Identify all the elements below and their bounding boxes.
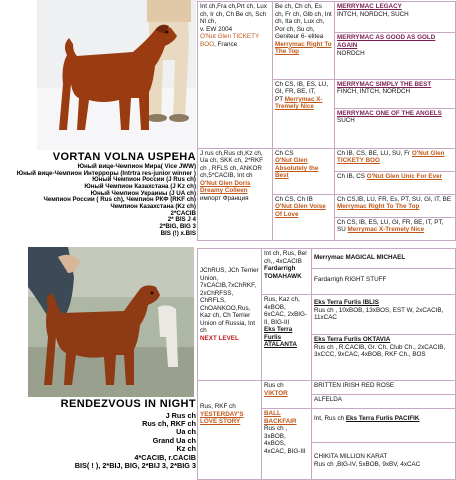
dog2-ds-name[interactable]: VIKTOR [264,389,288,397]
dog1-gp-pre: Ch CS, IB, ES, LU, GI, FR, BE, IT, PT, SU [337,218,444,234]
dog2-gp-cell [312,249,456,269]
dog1-gp-cell [335,194,456,217]
dog2-gp-cell [312,443,456,480]
dog1-title-line: Юный вице-Чемпион Мира( Vice JWW) [77,162,196,170]
dog1-dam-titles: J rus ch,Rus ch,Kz ch, Ua ch, SKK ch, 2*RKF ch , RFLS ch, ANKOR ch,5*CACIB, Int ch [200,149,263,180]
dog1-gp-name[interactable]: MERRYMAC ONE OF THE ANGELS [337,109,442,117]
dog1-ds-titles: Ch CS [275,149,294,157]
dog2-sd-titles: Rus, Kaz ch, 4xBOB, 6xCAC, 2xBIG-II, BIG-III [264,296,308,326]
dog1-sd-titles: Ch CS, IB, ES, LU, GI, FR, BE, IT, [275,80,329,96]
dog2-dd-name[interactable]: BALL BACKFAIR [264,410,297,425]
dog2-gp-info: Rus ch , 10xBOB, 13xBOS, EST W, 2xCACIB, 11xCAC [314,306,444,322]
dog1-gp-info: NORDCH [337,49,365,57]
dog1-sire-titles: Int ch,Fra ch,Prt ch, Lux ch, Ir ch, Ch Be ch, Sch Nl ch, [200,3,267,26]
dog1-title-line: 2* BIS J 4 [167,216,196,224]
dog1-gp-name[interactable]: O'Nut Glen Unic For Ever [366,172,443,180]
dog1-dd-name[interactable]: O'Nut Glen Voise Of Love [275,203,326,218]
dog1-image [37,0,196,150]
dog1-gp-info: INTCH, NORDCH, SUCH [337,10,409,18]
dog2-ss-name[interactable]: Fardarrigh TOMAHAWK [264,265,302,280]
dog1-name: VORTAN VOLNA USPEHA [52,152,196,163]
dog2-title-line: Grand Ua ch [152,435,196,445]
dog1-sd-prefix: PT [275,95,283,103]
dog1-sd-name[interactable]: Merrymac X-Tremely Nice [275,95,323,111]
dog1-gp-name[interactable]: MERRYMAC SIMPLY THE BEST [337,80,432,88]
dog1-ds-name[interactable]: O'Nut Glen Absolutely the Best [275,157,319,180]
dog2-title-line: BIS( ! ), 2*BIJ, BIG, 2*BIJ 3, 2*BIG 3 [74,460,196,470]
dog1-gp-pre: Ch CS,IB, LU, FR, Es, PT, SU, GI, IT, BE [337,195,452,203]
dog1-title-line: 2*CACIB [170,209,196,217]
dog1-gp-pre: Ch IB, CS [337,172,365,180]
dog2-sire-titles: JChRUS, JCh Terrier Union, 7xCACIB,7xChRKF, 2xChRFSS, ChRFLS, ChOANKOO,Rus, Kaz ch, Ch Terrier Union of Russia, Int ch [200,267,259,335]
dog2-gp-name[interactable]: Eks Terra Furlis IBLIS [314,299,379,306]
dog1-gp-name[interactable]: MERRYMAC LEGACY [337,3,402,10]
dog1-gp-name[interactable]: Merrymac X-Tremely Nice [347,226,425,234]
dog1-gp-cell [335,33,456,79]
dog1-gp-pre: Ch IB, CS, BE, LU, SU, Fr [337,149,411,157]
dog2-dd-titles: Rus ch , 3xBOB, 4xBOS, 4xCAC, BIG-III [264,425,306,455]
dog1-gp-info: FINCH, INTCH, NORDCH [337,88,411,96]
dog1-sire-origin: , France [214,40,238,48]
dog2-gp-name[interactable]: ALFELDA [314,396,342,403]
dog2-photo [28,247,194,397]
dog2-title-line: Ua ch [176,427,196,437]
dog2-gp-name[interactable]: Fardarrigh RIGHT STUFF [314,276,387,283]
dog2-gp-cell [312,269,456,295]
dog1-dam-cell [198,148,273,240]
dog1-gp-cell [335,108,456,148]
dog1-title-block [0,152,196,248]
dog1-title-line: Юный Чемпион России (J Rus ch) [92,176,196,184]
dog2-dam-cell [198,381,262,480]
dog2-gp-cell [312,335,456,381]
dog1-ss-cell [273,2,335,80]
dog1-title-line: Чемпион России ( Rus ch), Чемпион РКФ (RKF ch) [43,196,196,204]
dog1-dd-cell [273,194,335,240]
dog1-ds-cell [273,148,335,194]
dog2-gp-name[interactable]: CHIKITA MILLION KARAT [314,453,388,460]
dog2-title-line: J Rus ch [165,410,196,420]
dog2-gp-name[interactable]: BRITTEN IRISH RED ROSE [314,382,395,389]
dog1-title-line: Юный Чемпион Казахстана (J Kz ch) [84,182,196,190]
dog1-pedigree-table [197,1,456,241]
dog2-name: RENDEZVOUS IN NIGHT [60,398,196,410]
dog1-dd-titles: Ch CS, Ch IB [275,195,313,203]
dog1-title-line: 2*BIG, BIG 3 [159,223,196,231]
dog1-title-line: Чемпион Казахстана (Kz ch) [110,203,196,210]
dog2-dam-titles: Rus, RKF ch [200,403,236,410]
dog2-gp-cell [312,395,456,409]
dog2-ds-titles: Rus ch [264,382,284,389]
dog2-sire-cell [198,249,262,381]
dog1-sire-line2: v. EW 2004 [200,25,233,33]
dog2-dd-cell [262,409,312,480]
dog1-gp-name[interactable]: MERRYMAC AS GOOD AS GOLD AGAIN [337,34,436,49]
dog1-sd-cell [273,79,335,148]
dog1-gp-cell [335,217,456,240]
dog2-ss-cell [262,249,312,295]
dog2-gp-info: Rus ch , R.CACIB, Gr. Ch, Club Ch., 2xCACIB, 3xCCC, 9xCAC, 4xBOB, RKF Ch., BOS [314,343,446,359]
dog1-gp-cell [335,148,456,171]
dog2-gp-cell [312,295,456,335]
dog2-title-line: 4*CACIB, r.CACIB [134,452,196,462]
dog1-photo [37,0,196,150]
dog1-title-line: Юный вице-Чемпион Интерроры (Intrtra res-junior winner ) [16,169,196,177]
dog2-title-line: Rus ch, RKF ch [142,419,196,429]
dog1-title-line: BIS (!) x.BIS [160,229,196,237]
dog1-gp-cell [335,171,456,194]
dog2-gp-name[interactable]: Eks Terra Furlis PACIFIK [345,415,420,422]
dog2-title-line: Kz ch [176,444,196,454]
dog1-sire-name[interactable]: O'Nut Glen TICKETY BOO [200,33,260,48]
dog2-gp-name[interactable]: Eks Terra Furlis OKTAVIA [314,336,391,343]
dog2-title-block [0,398,196,480]
dog1-title-line: Юный Чемпион Украины (J UA ch) [90,189,196,197]
dog1-sire-cell [198,2,273,149]
dog1-dam-name[interactable]: O'Nut Glen Doris Dreamy Colleen [200,179,251,195]
dog2-gp-name[interactable]: Merrymac MAGICAL MICHAEL [314,254,406,261]
dog2-ss-titles: Int ch, Rus, Bel ch,, 4xCACIB [264,250,307,265]
dog1-gp-name[interactable]: O'Nut Glen TICKETY BOO [337,149,445,165]
dog1-gp-cell [335,79,456,108]
dog2-gp-cell [312,381,456,395]
dog1-ss-name[interactable]: Merrymac Right To The Top [275,40,332,56]
dog1-gp-name[interactable]: Merrymac Right To The Top [337,203,420,211]
dog2-sd-cell [262,295,312,381]
dog1-dam-origin: импорт Франция [200,195,249,202]
dog2-sd-name[interactable]: Eks Terra Furlis ATALANTA [264,326,297,349]
dog2-gp-info: Rus ch ,BIG-IV, 5xBOB, 9xBV, 4xCAC [314,460,421,468]
dog2-dam-name[interactable]: YESTERDAY'S LOVE STORY [200,410,244,426]
dog2-image [28,247,194,397]
dog2-pedigree-table [197,248,456,480]
dog1-gp-info: SUCH [337,117,355,125]
dog2-gp-pre: Int, Rus ch [314,415,345,422]
dog2-ds-cell [262,381,312,409]
dog1-gp-cell [335,2,456,33]
dog2-gp-cell [312,409,456,443]
dog2-sire-name[interactable]: NEXT LEVEL [200,334,239,342]
dog1-ss-titles: Be ch, Ch ch, Es ch, Fr ch, Glb ch, Int ch, Ita ch, Lux ch, Por ch, Su ch, Geniteur 6- elitea [275,3,332,41]
